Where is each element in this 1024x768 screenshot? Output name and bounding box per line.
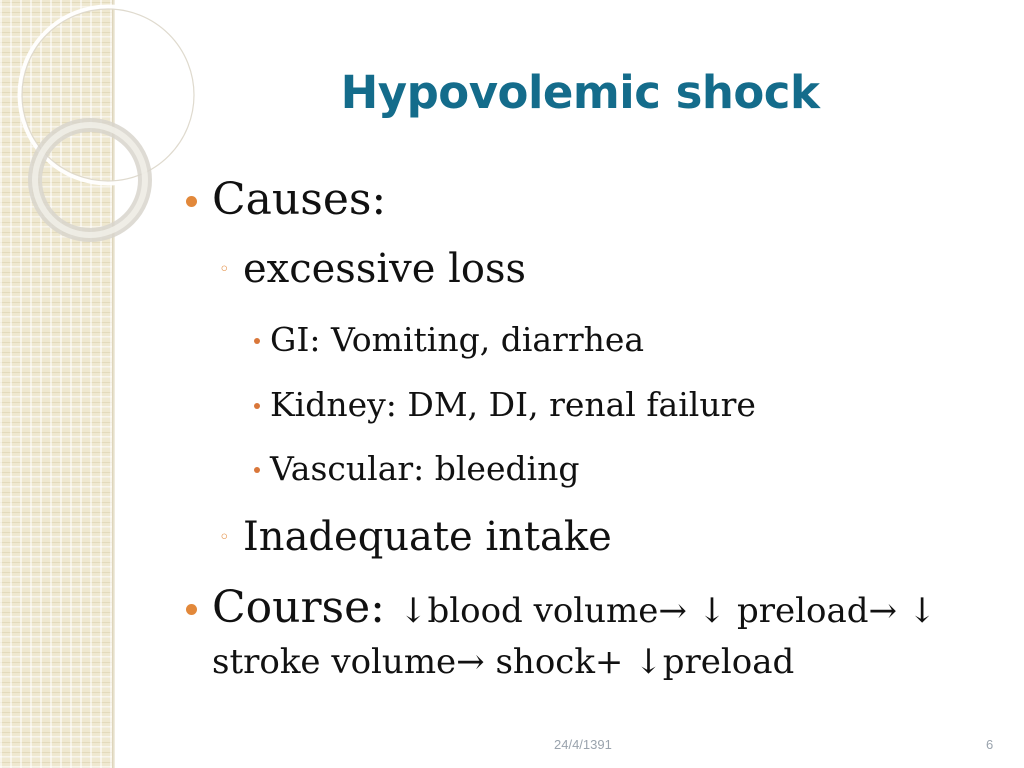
bullet-kidney: Kidney: DM, DI, renal failure	[270, 385, 756, 424]
level3-bullet-icon	[254, 338, 260, 344]
level2-bullet-icon: ◦	[219, 527, 230, 548]
level2-bullet-icon: ◦	[219, 259, 230, 280]
level3-bullet-icon	[254, 403, 260, 409]
bullet-course	[212, 582, 936, 633]
bullet-inadequate-intake: Inadequate intake	[243, 514, 612, 560]
footer-date: 24/4/1391	[554, 737, 612, 752]
bullet-gi: GI: Vomiting, diarrhea	[270, 320, 645, 359]
slide-title: Hypovolemic shock	[340, 66, 820, 119]
slide-number: 6	[986, 737, 994, 752]
course-line1-rest: ↓blood volume→ ↓ preload→ ↓	[398, 591, 937, 631]
level1-bullet-icon	[186, 604, 197, 615]
bullet-excessive-loss: excessive loss	[243, 246, 527, 292]
bullet-vascular: Vascular: bleeding	[270, 449, 580, 488]
bullet-causes: Causes:	[212, 174, 387, 225]
course-label: Course:	[212, 582, 399, 633]
level1-bullet-icon	[186, 196, 197, 207]
level3-bullet-icon	[254, 467, 260, 473]
course-line2: stroke volume→ shock+ ↓preload	[212, 642, 795, 682]
